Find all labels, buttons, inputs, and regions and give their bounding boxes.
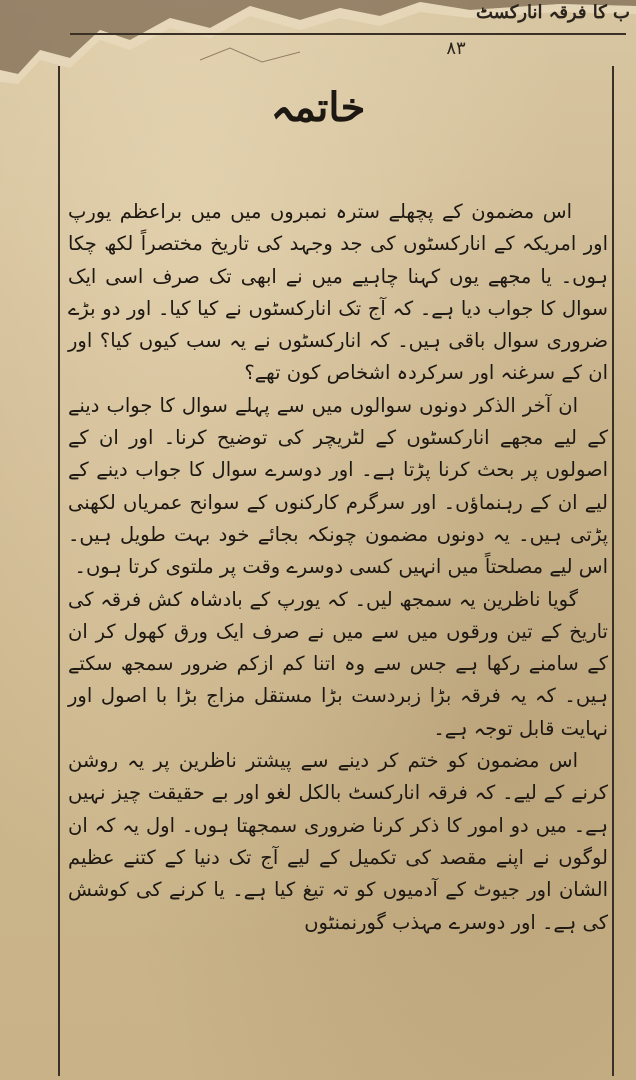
running-header: ب کا فرقہ انارکسٹ <box>476 2 630 23</box>
article-body <box>68 196 608 1076</box>
paragraph-2: ان آخر الذکر دونوں سوالوں میں سے پہلے سوال کا جواب دینے کے لیے مجھے انارکسٹوں کے لٹریچر کی توضیح کرنا۔ اور ان کے اصولوں پر بحث کرنا پڑتا ہے۔ اور دوسرے سوال کا جواب دینے کے لیے ان کے رہنماؤں۔ اور سرگرم کارکنوں کے سوانح عمریاں لکھنی پڑتی ہیں۔ یہ دونوں مضمون چونکہ بجائے خود بہت طویل ہیں۔ اس لیے مصلحتاً میں انہیں کسی دوسرے وقت پر ملتوی کرتا ہوں۔ <box>68 393 608 579</box>
paragraph-4: اس مضمون کو ختم کر دینے سے پیشتر ناظرین پر یہ روشن کرنے کے لیے۔ کہ فرقہ انارکسٹ بالکل لغو اور بے حقیقت چیز نہیں ہے۔ میں دو امور کا ذکر کرنا ضروری سمجھتا ہوں۔ اول یہ کہ ان لوگوں نے اپنے مقصد کی تکمیل کے لیے آج تک دنیا کے کتنے عظیم الشان اور جیوٹ کے آدمیوں کو تہ تیغ کیا ہے۔ یا کرنے کی کوشش کی ہے۔ اور دوسرے مہذب گورنمنٹوں <box>68 749 608 934</box>
page-title: خاتمہ <box>270 84 366 131</box>
paragraph-1: اس مضمون کے پچھلے سترہ نمبروں میں میں براعظم یورپ اور امریکہ کے انارکسٹوں کی جد وجہد کی تاریخ مختصراً لکھ چکا ہوں۔ یا مجھے یوں کہنا چاہیے میں نے ابھی تک صرف اسی ایک سوال کا جواب دیا ہے۔ کہ آج تک انارکسٹوں نے کیا کیا۔ اور دو بڑے ضروری سوال باقی ہیں۔ کہ انارکسٹوں نے یہ سب کیوں کیا؟ اور ان کے سرغنہ اور سرکردہ اشخاص کون تھے؟ <box>68 200 608 385</box>
header-rule <box>70 33 626 35</box>
paragraph-3: گویا ناظرین یہ سمجھ لیں۔ کہ یورپ کے بادشاہ کش فرقہ کی تاریخ کے تین ورقوں میں سے میں نے صرف ایک ورق کھول کر ان کے سامنے رکھا ہے جس سے وہ اتنا کم ازکم ضرور سمجھ سکتے ہیں۔ کہ یہ فرقہ بڑا زبردست بڑا مستقل مزاج بڑا با اصول اور نہایت قابل توجہ ہے۔ <box>68 587 608 740</box>
page-number: ۸۳ <box>446 38 466 59</box>
